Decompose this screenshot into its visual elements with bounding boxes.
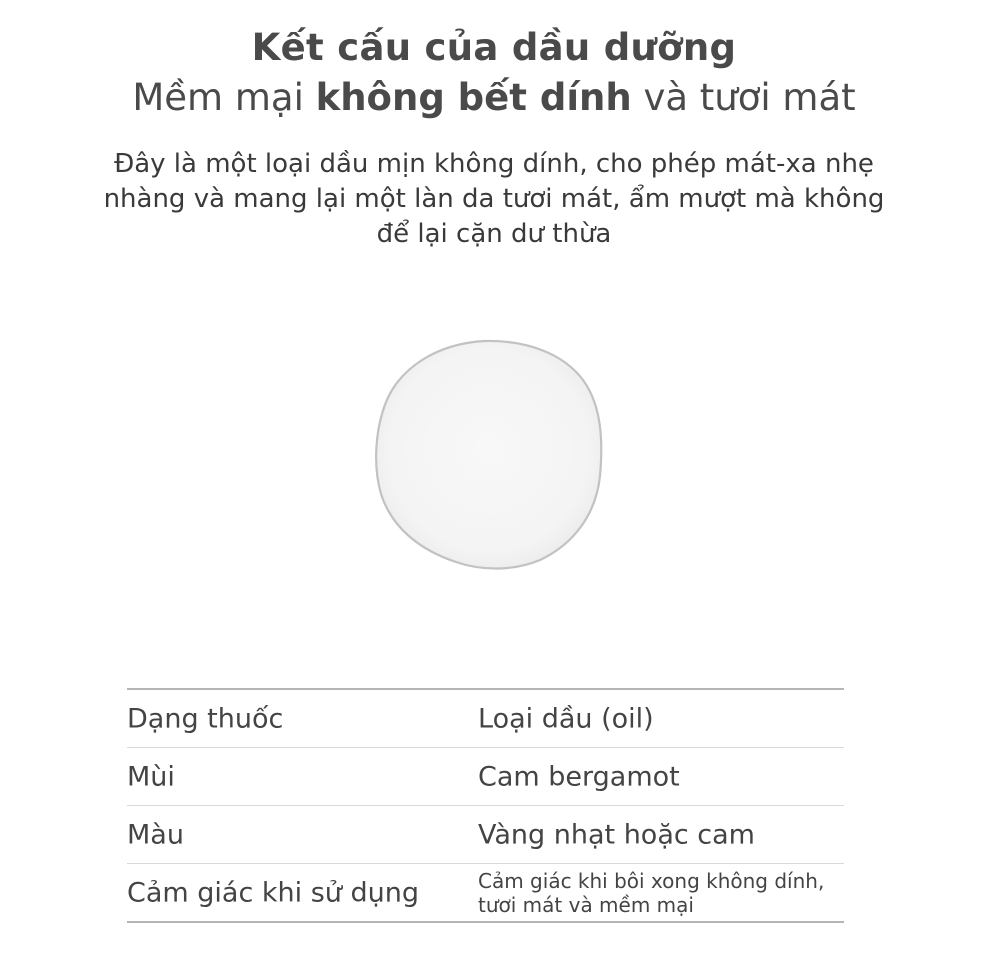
spec-label-feel: Cảm giác khi sử dụng bbox=[127, 877, 419, 908]
subtitle-regular-start: Mềm mại bbox=[132, 76, 316, 119]
page-subtitle bbox=[0, 76, 988, 119]
description-line-3: để lại cặn dư thừa bbox=[376, 219, 612, 249]
spec-value-feel-line-2: tươi mát và mềm mại bbox=[478, 892, 694, 917]
description-line-1: Đây là một loại dầu mịn không dính, cho phép mát-xa nhẹ bbox=[114, 149, 874, 179]
subtitle-regular-end: và tươi mát bbox=[631, 76, 856, 119]
spec-table bbox=[127, 688, 844, 923]
spec-label-color: Màu bbox=[127, 819, 184, 850]
spec-value-color: Vàng nhạt hoặc cam bbox=[478, 819, 755, 850]
oil-drop-shape bbox=[376, 341, 601, 569]
table-row bbox=[127, 864, 844, 923]
spec-value-feel bbox=[478, 869, 844, 917]
description-line-2: nhàng và mang lại một làn da tươi mát, ẩm mượt mà không bbox=[103, 184, 885, 214]
table-row bbox=[127, 748, 844, 806]
spec-label-form: Dạng thuốc bbox=[127, 703, 284, 734]
oil-texture-swatch bbox=[374, 338, 604, 572]
subtitle-emphasis: không bết dính bbox=[315, 76, 632, 119]
spec-value-scent: Cam bergamot bbox=[478, 761, 680, 792]
page-title: Kết cấu của dầu dưỡng bbox=[251, 26, 737, 69]
table-row bbox=[127, 806, 844, 864]
spec-value-feel-line-1: Cảm giác khi bôi xong không dính, bbox=[478, 868, 825, 893]
spec-label-scent: Mùi bbox=[127, 761, 175, 792]
spec-value-form: Loại dầu (oil) bbox=[478, 703, 654, 734]
product-description bbox=[50, 147, 938, 252]
table-row bbox=[127, 690, 844, 748]
